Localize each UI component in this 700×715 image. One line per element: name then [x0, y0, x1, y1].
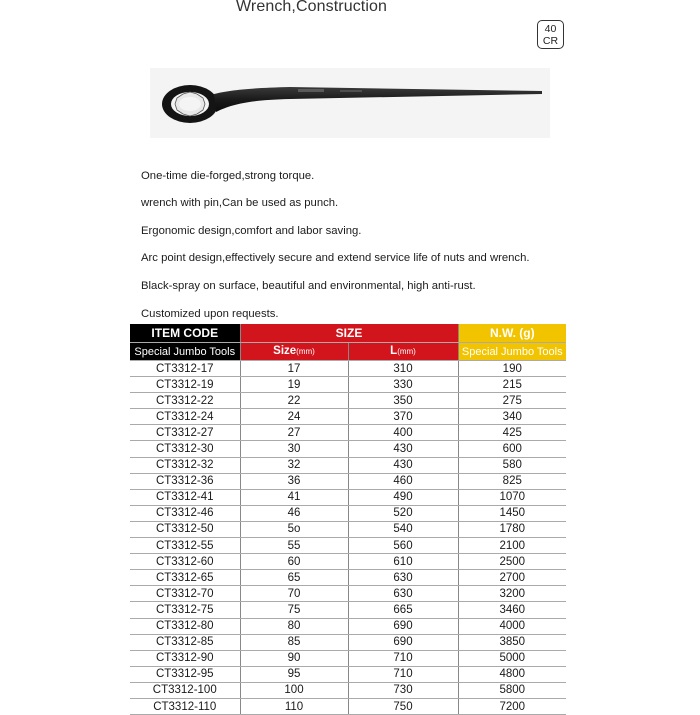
cell-weight: 3850 [458, 634, 566, 650]
cell-size: 85 [240, 634, 348, 650]
cell-length: 430 [348, 457, 458, 473]
cell-length: 750 [348, 698, 458, 714]
subheader-size-unit: (mm) [296, 347, 315, 356]
header-item-code: ITEM CODE [130, 324, 240, 343]
cell-size: 27 [240, 425, 348, 441]
badge-line-2: CR [542, 35, 559, 47]
feature-item: One-time die-forged,strong torque. [141, 170, 315, 182]
cell-weight: 275 [458, 393, 566, 409]
table-row [130, 538, 566, 554]
cell-weight: 5800 [458, 682, 566, 698]
table-row [130, 602, 566, 618]
feature-item: Black-spray on surface, beautiful and environmental, high anti-rust. [141, 279, 476, 292]
cell-item-code: CT3312-70 [130, 586, 240, 602]
custom-note: Customized upon requests. [141, 308, 279, 320]
cell-item-code: CT3312-95 [130, 666, 240, 682]
cell-length: 330 [348, 377, 458, 393]
cell-length: 560 [348, 538, 458, 554]
cell-item-code: CT3312-50 [130, 521, 240, 537]
cell-size: 100 [240, 682, 348, 698]
cell-weight: 425 [458, 425, 566, 441]
cell-item-code: CT3312-80 [130, 618, 240, 634]
cell-weight: 1780 [458, 521, 566, 537]
feature-list [141, 170, 530, 307]
material-badge [537, 20, 564, 49]
cell-item-code: CT3312-90 [130, 650, 240, 666]
spec-table [130, 324, 566, 715]
cell-weight: 2100 [458, 538, 566, 554]
cell-size: 32 [240, 457, 348, 473]
subheader-item: Special Jumbo Tools [130, 343, 240, 361]
table-row [130, 618, 566, 634]
header-nw: N.W. (g) [458, 324, 566, 343]
cell-weight: 5000 [458, 650, 566, 666]
cell-item-code: CT3312-110 [130, 698, 240, 714]
cell-length: 370 [348, 409, 458, 425]
table-row [130, 586, 566, 602]
table-row [130, 634, 566, 650]
cell-length: 710 [348, 650, 458, 666]
cell-length: 520 [348, 505, 458, 521]
cell-item-code: CT3312-100 [130, 682, 240, 698]
table-row [130, 554, 566, 570]
subheader-length-unit: (mm) [397, 347, 416, 356]
cell-size: 5o [240, 521, 348, 537]
cell-item-code: CT3312-19 [130, 377, 240, 393]
cell-size: 24 [240, 409, 348, 425]
cell-item-code: CT3312-85 [130, 634, 240, 650]
cell-weight: 1450 [458, 505, 566, 521]
table-row [130, 473, 566, 489]
cell-length: 610 [348, 554, 458, 570]
cell-weight: 2500 [458, 554, 566, 570]
cell-item-code: CT3312-27 [130, 425, 240, 441]
cell-item-code: CT3312-75 [130, 602, 240, 618]
table-row [130, 457, 566, 473]
cell-size: 55 [240, 538, 348, 554]
page-title: Wrench,Construction [236, 0, 388, 15]
cell-weight: 4800 [458, 666, 566, 682]
cell-length: 690 [348, 618, 458, 634]
cell-size: 65 [240, 570, 348, 586]
cell-weight: 580 [458, 457, 566, 473]
cell-weight: 190 [458, 361, 566, 377]
cell-size: 46 [240, 505, 348, 521]
table-row [130, 666, 566, 682]
cell-item-code: CT3312-46 [130, 505, 240, 521]
subheader-size [240, 343, 348, 361]
cell-weight: 4000 [458, 618, 566, 634]
cell-weight: 215 [458, 377, 566, 393]
feature-item: Ergonomic design,comfort and labor saving. [141, 224, 362, 237]
cell-item-code: CT3312-55 [130, 538, 240, 554]
cell-item-code: CT3312-17 [130, 361, 240, 377]
cell-item-code: CT3312-24 [130, 409, 240, 425]
header-size: SIZE [240, 324, 458, 343]
cell-size: 70 [240, 586, 348, 602]
cell-item-code: CT3312-41 [130, 489, 240, 505]
cell-size: 95 [240, 666, 348, 682]
table-row [130, 425, 566, 441]
subheader-size-label: Size [273, 345, 297, 357]
cell-size: 17 [240, 361, 348, 377]
cell-length: 630 [348, 570, 458, 586]
cell-size: 41 [240, 489, 348, 505]
table-row [130, 505, 566, 521]
cell-item-code: CT3312-30 [130, 441, 240, 457]
table-row [130, 650, 566, 666]
wrench-image [150, 68, 550, 138]
cell-item-code: CT3312-36 [130, 473, 240, 489]
cell-length: 630 [348, 586, 458, 602]
cell-item-code: CT3312-60 [130, 554, 240, 570]
table-row [130, 393, 566, 409]
cell-weight: 2700 [458, 570, 566, 586]
cell-length: 665 [348, 602, 458, 618]
cell-size: 90 [240, 650, 348, 666]
spec-table-body [130, 361, 566, 715]
table-row [130, 682, 566, 698]
cell-size: 30 [240, 441, 348, 457]
table-row [130, 570, 566, 586]
subheader-nw: Special Jumbo Tools [458, 343, 566, 361]
cell-size: 36 [240, 473, 348, 489]
cell-size: 22 [240, 393, 348, 409]
feature-item: wrench with pin,Can be used as punch. [141, 197, 339, 210]
cell-weight: 825 [458, 473, 566, 489]
feature-item: Arc point design,effectively secure and extend service life of nuts and wrench. [141, 252, 530, 265]
cell-weight: 3460 [458, 602, 566, 618]
cell-length: 460 [348, 473, 458, 489]
cell-size: 19 [240, 377, 348, 393]
cell-item-code: CT3312-32 [130, 457, 240, 473]
subheader-length-label: L [390, 345, 398, 357]
table-row [130, 521, 566, 537]
cell-weight: 1070 [458, 489, 566, 505]
cell-size: 75 [240, 602, 348, 618]
table-row [130, 409, 566, 425]
cell-length: 690 [348, 634, 458, 650]
cell-weight: 600 [458, 441, 566, 457]
subheader-length [348, 343, 458, 361]
cell-length: 310 [348, 361, 458, 377]
cell-size: 80 [240, 618, 348, 634]
table-row [130, 489, 566, 505]
table-row [130, 377, 566, 393]
cell-item-code: CT3312-65 [130, 570, 240, 586]
cell-weight: 7200 [458, 698, 566, 714]
cell-length: 400 [348, 425, 458, 441]
cell-length: 430 [348, 441, 458, 457]
cell-length: 730 [348, 682, 458, 698]
cell-item-code: CT3312-22 [130, 393, 240, 409]
cell-length: 710 [348, 666, 458, 682]
cell-weight: 3200 [458, 586, 566, 602]
table-row [130, 698, 566, 714]
table-row [130, 441, 566, 457]
cell-length: 350 [348, 393, 458, 409]
cell-length: 540 [348, 521, 458, 537]
badge-line-1: 40 [544, 23, 557, 35]
table-row [130, 361, 566, 377]
cell-length: 490 [348, 489, 458, 505]
cell-size: 60 [240, 554, 348, 570]
cell-weight: 340 [458, 409, 566, 425]
cell-size: 110 [240, 698, 348, 714]
